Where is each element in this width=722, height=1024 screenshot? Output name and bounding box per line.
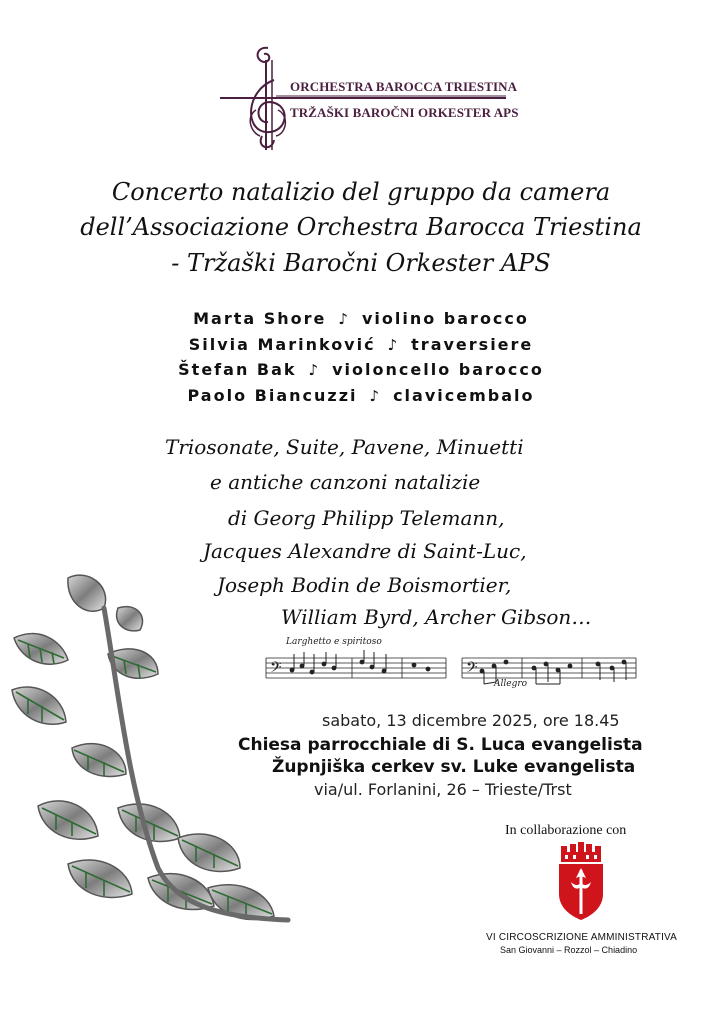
- performer-name: Silvia Marinković: [188, 335, 376, 354]
- performer-row: [0, 332, 722, 358]
- music-note-icon: ♪: [387, 336, 400, 354]
- program-line3: di Georg Philipp Telemann,: [228, 506, 505, 530]
- program-line5: Joseph Bodin de Boismortier,: [217, 573, 512, 597]
- concert-title-line3: - Tržaški Baročni Orkester APS: [171, 249, 551, 277]
- logo-line2: TRŽAŠKI BAROČNI ORKESTER APS: [290, 105, 519, 120]
- event-datetime: sabato, 13 dicembre 2025, ore 18.45: [322, 711, 620, 730]
- performer-row: [0, 306, 722, 332]
- decorative-leaves-image: [8, 568, 308, 940]
- program-line2: e antiche canzoni natalizie: [210, 470, 481, 494]
- performer-row: [0, 383, 722, 409]
- logo-line1: ORCHESTRA BAROCCA TRIESTINA: [290, 79, 518, 94]
- orchestra-logo: [216, 40, 519, 160]
- concert-title-line2: dell’Associazione Orchestra Barocca Triestina: [80, 213, 642, 241]
- circoscrizione-name: VI CIRCOSCRIZIONE AMMINISTRATIVA: [486, 932, 678, 943]
- music-score-excerpt: [262, 637, 640, 692]
- performer-name: Marta Shore: [193, 309, 327, 328]
- program-line1: Triosonate, Suite, Pavene, Minuetti: [165, 435, 524, 459]
- program-line4: Jacques Alexandre di Saint-Luc,: [203, 539, 527, 563]
- venue-address: via/ul. Forlanini, 26 – Trieste/Trst: [314, 780, 572, 799]
- performer-name: Štefan Bak: [178, 360, 297, 379]
- music-note-icon: ♪: [338, 310, 350, 328]
- trieste-coat-of-arms-icon: [557, 842, 605, 922]
- performer-instrument: traversiere: [411, 335, 534, 354]
- music-note-icon: ♪: [308, 361, 321, 379]
- performer-instrument: violino barocco: [361, 309, 529, 328]
- circoscrizione-areas: San Giovanni – Rozzol – Chiadino: [500, 945, 638, 955]
- performer-instrument: clavicembalo: [393, 386, 535, 405]
- score-tempo2: Allegro: [494, 679, 528, 689]
- performer-instrument: violoncello barocco: [332, 360, 544, 379]
- music-note-icon: ♪: [369, 387, 382, 405]
- score-tempo1: Larghetto e spiritoso: [286, 637, 382, 647]
- performer-row: [0, 357, 722, 383]
- venue-slovenian: Župnjiška cerkev sv. Luke evangelista: [272, 757, 636, 777]
- collaboration-label: In collaborazione con: [505, 823, 627, 838]
- venue-italian: Chiesa parrocchiale di S. Luca evangelista: [238, 735, 643, 755]
- program-line6: William Byrd, Archer Gibson…: [281, 605, 592, 629]
- performer-name: Paolo Biancuzzi: [187, 386, 358, 405]
- concert-title-line1: Concerto natalizio del gruppo da camera: [111, 178, 611, 206]
- violin-clef-icon: [216, 40, 516, 160]
- svg-text:𝄢: 𝄢: [466, 659, 478, 680]
- svg-text:𝄢: 𝄢: [270, 659, 282, 680]
